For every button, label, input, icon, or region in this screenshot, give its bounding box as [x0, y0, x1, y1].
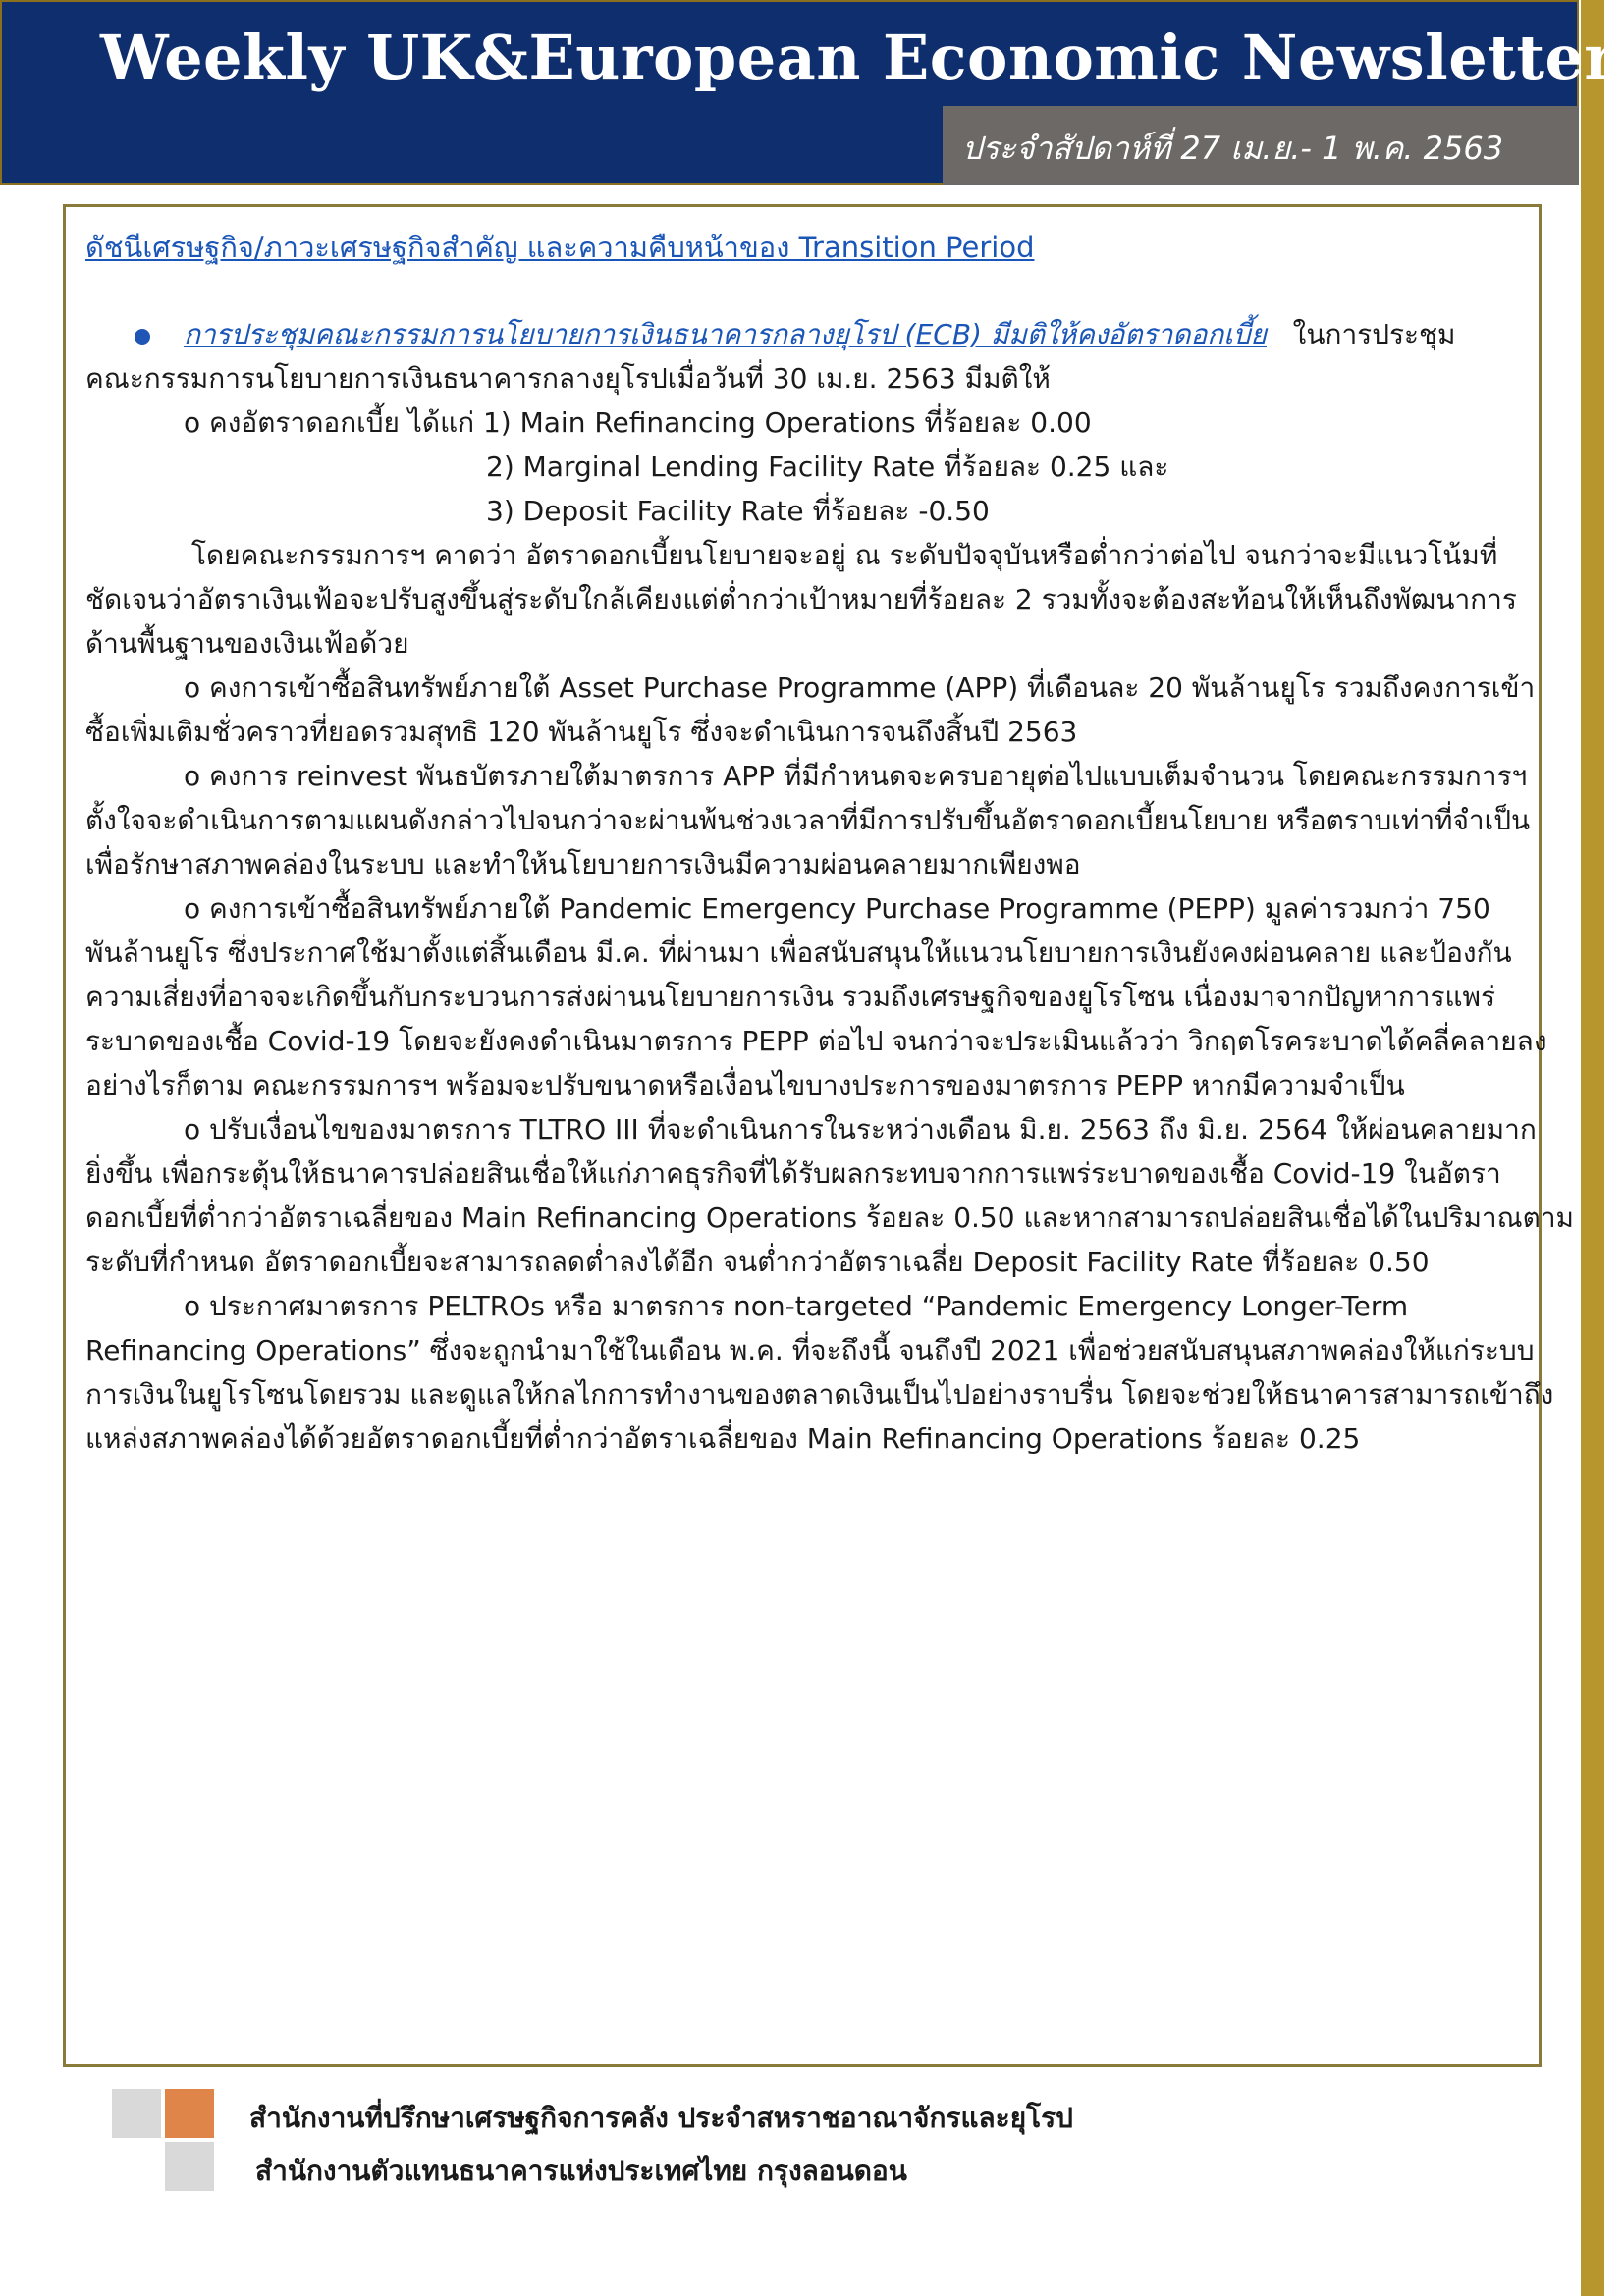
text-line: ดอกเบี้ยที่ต่ำกว่าอัตราเฉลี่ยของ Main Refinancing Operations ร้อยละ 0.50 และหากสามารถปล่อยสินเชื่อได้ในปริมาณตาม [85, 1201, 1574, 1234]
footer-bot-office: สำนักงานตัวแทนธนาคารแห่งประเทศไทย กรุงลอนดอน [255, 2155, 907, 2187]
text-line: o ประกาศมาตรการ PELTROs หรือ มาตรการ non-targeted “Pandemic Emergency Longer-Term [184, 1290, 1409, 1322]
ecb-decision-link[interactable]: การประชุมคณะกรรมการนโยบายการเงินธนาคารกลางยุโรป (ECB) มีมติให้คงอัตราดอกเบี้ย [184, 318, 1267, 350]
text-line: ด้านพื้นฐานของเงินเฟ้อด้วย [85, 627, 409, 660]
text-line: ตั้งใจจะดำเนินการตามแผนดังกล่าวไปจนกว่าจะผ่านพ้นช่วงเวลาที่มีการปรับขึ้นอัตราดอกเบี้ยนโยบาย หรือตราบเท่าที่จำเป็น [85, 804, 1531, 836]
footer-office-name: สำนักงานที่ปรึกษาเศรษฐกิจการคลัง ประจำสหราชอาณาจักรและยุโรป [249, 2102, 1073, 2134]
text-line: Refinancing Operations” ซึ่งจะถูกนำมาใช้ในเดือน พ.ค. ที่จะถึงนี้ จนถึงปี 2021 เพื่อช่วยสนับสนุนสภาพคล่องให้แก่ระบบ [85, 1334, 1535, 1366]
text-line: ชัดเจนว่าอัตราเงินเฟ้อจะปรับสูงขึ้นสู่ระดับใกล้เคียงแต่ต่ำกว่าเป้าหมายที่ร้อยละ 2 รวมทั้งจะต้องสะท้อนให้เห็นถึงพัฒนาการ [85, 583, 1517, 615]
text-line: ยิ่งขึ้น เพื่อกระตุ้นให้ธนาคารปล่อยสินเชื่อให้แก่ภาคธุรกิจที่ได้รับผลกระทบจากการแพร่ระบาดของเชื้อ Covid-19 ในอัตรา [85, 1157, 1501, 1190]
footer-orange-square [165, 2089, 214, 2138]
text-line: ซื้อเพิ่มเติมชั่วคราวที่ยอดรวมสุทธิ 120 พันล้านยูโร ซึ่งจะดำเนินการจนถึงสิ้นปี 2563 [85, 716, 1078, 748]
rate-item-2: 2) Marginal Lending Facility Rate ที่ร้อยละ 0.25 และ [486, 451, 1169, 483]
text-line: คณะกรรมการนโยบายการเงินธนาคารกลางยุโรปเมื่อวันที่ 30 เม.ย. 2563 มีมติให้ [85, 362, 1051, 395]
issue-date: ประจำสัปดาห์ที่ 27 เม.ย.- 1 พ.ค. 2563 [962, 130, 1504, 167]
text-line: โดยคณะกรรมการฯ คาดว่า อัตราดอกเบี้ยนโยบายจะอยู่ ณ ระดับปัจจุบันหรือต่ำกว่าต่อไป จนกว่าจะมีแนวโน้มที่ [191, 539, 1498, 571]
text-line: ความเสี่ยงที่อาจจะเกิดขึ้นกับกระบวนการส่งผ่านนโยบายการเงิน รวมถึงเศรษฐกิจของยูโรโซน เนื่องมาจากปัญหาการแพร่ [85, 981, 1496, 1013]
bullet-dot-icon [135, 329, 150, 345]
text-line: o คงการ reinvest พันธบัตรภายใต้มาตรการ APP ที่มีกำหนดจะครบอายุต่อไปแบบเต็มจำนวน โดยคณะกรรมการฯ [184, 760, 1528, 792]
text-line: แหล่งสภาพคล่องได้ด้วยอัตราดอกเบี้ยที่ต่ำกว่าอัตราเฉลี่ยของ Main Refinancing Operations ร้อยละ 0.25 [85, 1422, 1361, 1455]
text-line: เพื่อรักษาสภาพคล่องในระบบ และทำให้นโยบายการเงินมีความผ่อนคลายมากเพียงพอ [85, 848, 1081, 881]
bullet-heading-rest: ในการประชุม [1292, 318, 1456, 350]
text-line: o ปรับเงื่อนไขของมาตรการ TLTRO III ที่จะดำเนินการในระหว่างเดือน มิ.ย. 2563 ถึง มิ.ย. 2564 ให้ผ่อนคลายมาก [184, 1113, 1537, 1146]
footer-grey-square [112, 2089, 161, 2138]
text-line: o คงการเข้าซื้อสินทรัพย์ภายใต้ Pandemic Emergency Purchase Programme (PEPP) มูลค่ารวมกว่า 750 [184, 892, 1490, 925]
text-line: การเงินในยูโรโซนโดยรวม และดูแลให้กลไกการทำงานของตลาดเงินเป็นไปอย่างราบรื่น โดยจะช่วยให้ธนาคารสามารถเข้าถึง [85, 1378, 1554, 1411]
gold-side-bar [1581, 0, 1604, 2296]
text-line: ระบาดของเชื้อ Covid-19 โดยจะยังคงดำเนินมาตรการ PEPP ต่อไป จนกว่าจะประเมินแล้วว่า วิกฤตโรคระบาดได้คลี่คลายลง [85, 1025, 1547, 1057]
newsletter-title: Weekly UK&European Economic Newsletter [100, 22, 1617, 93]
section-heading-link[interactable]: ดัชนีเศรษฐกิจ/ภาวะเศรษฐกิจสำคัญ และความคืบหน้าของ Transition Period [85, 231, 1035, 264]
footer-grey-square [165, 2142, 214, 2191]
rate-item-3: 3) Deposit Facility Rate ที่ร้อยละ -0.50 [486, 495, 990, 527]
text-line: ระดับที่กำหนด อัตราดอกเบี้ยจะสามารถลดต่ำลงได้อีก จนต่ำกว่าอัตราเฉลี่ย Deposit Facility Rate ที่ร้อยละ 0.50 [85, 1246, 1430, 1278]
rate-item-1: o คงอัตราดอกเบี้ย ได้แก่ 1) Main Refinancing Operations ที่ร้อยละ 0.00 [184, 406, 1092, 439]
header-banner [0, 0, 1617, 185]
bullet-heading [184, 313, 1456, 356]
text-line: o คงการเข้าซื้อสินทรัพย์ภายใต้ Asset Purchase Programme (APP) ที่เดือนละ 20 พันล้านยูโร รวมถึงคงการเข้า [184, 671, 1536, 704]
date-box [943, 106, 1579, 185]
text-line: พันล้านยูโร ซึ่งประกาศใช้มาตั้งแต่สิ้นเดือน มี.ค. ที่ผ่านมา เพื่อสนับสนุนให้แนวนโยบายการเงินยังคงผ่อนคลาย และป้องกัน [85, 936, 1512, 969]
content-frame [63, 204, 1574, 2067]
text-line: อย่างไรก็ตาม คณะกรรมการฯ พร้อมจะปรับขนาดหรือเงื่อนไขบางประการของมาตรการ PEPP หากมีความจำเป็น [85, 1069, 1405, 1101]
